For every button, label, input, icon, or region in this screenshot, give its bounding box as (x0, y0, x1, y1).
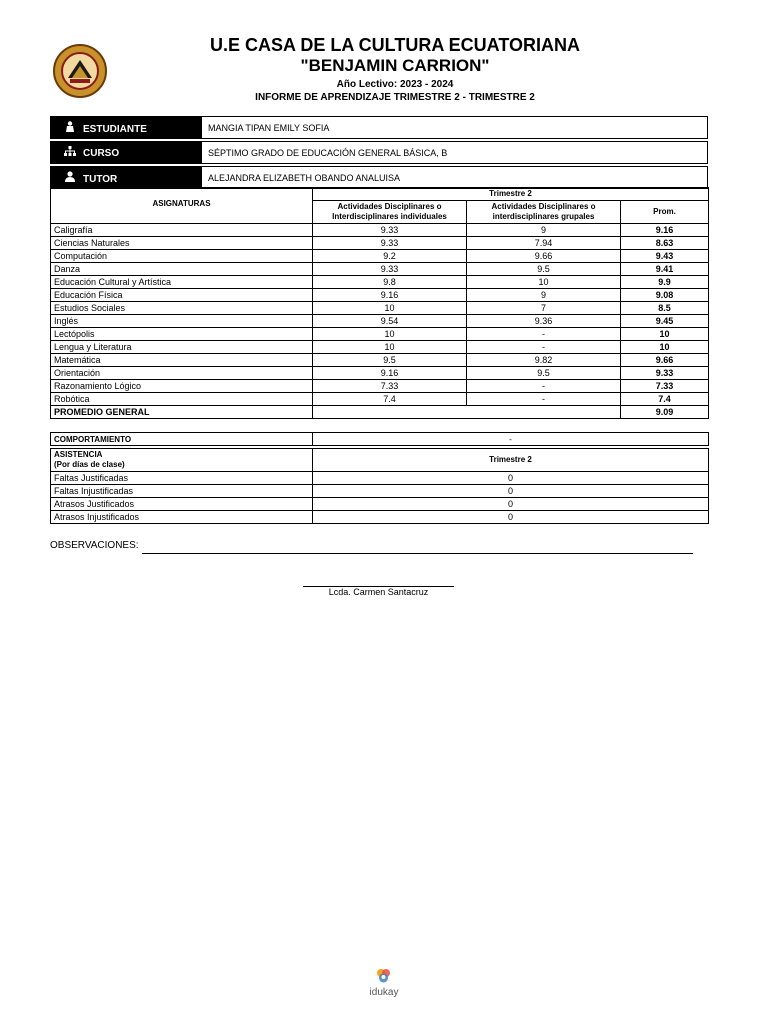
subject-average: 9.33 (621, 367, 709, 380)
subject-name: Lectópolis (51, 328, 313, 341)
behavior-table (50, 432, 709, 446)
subject-average: 8.5 (621, 302, 709, 315)
observations-line (142, 553, 693, 554)
user-icon (63, 171, 77, 185)
tutor-label: TUTOR (83, 173, 118, 185)
student-name: MANGIA TIPAN EMILY SOFIA (202, 117, 708, 139)
general-average-value: 9.09 (621, 406, 709, 419)
subject-name: Caligrafía (51, 224, 313, 237)
observations-label: OBSERVACIONES: (50, 540, 139, 551)
subject-name: Computación (51, 250, 313, 263)
subject-average: 8.63 (621, 237, 709, 250)
grade-row (51, 393, 709, 406)
attendance-table (50, 448, 709, 524)
course-row (51, 142, 708, 164)
individual-grade: 9.54 (313, 315, 467, 328)
behavior-value: - (313, 433, 709, 446)
course-label: CURSO (83, 148, 120, 159)
attendance-row (51, 498, 709, 511)
hierarchy-icon (63, 146, 77, 159)
attendance-count: 0 (313, 498, 709, 511)
grade-row (51, 263, 709, 276)
attendance-sublabel: (Por días de clase) (54, 460, 125, 469)
subject-average: 9.41 (621, 263, 709, 276)
grade-row (51, 224, 709, 237)
school-name: "BENJAMIN CARRION" (300, 56, 490, 75)
grade-row (51, 237, 709, 250)
academic-year: Año Lectivo: 2023 - 2024 (336, 79, 454, 90)
signature-name: Lcda. Carmen Santacruz (328, 587, 429, 597)
group-grade: 7.94 (467, 237, 621, 250)
person-icon (63, 121, 77, 135)
school-crest-logo (50, 44, 110, 98)
idukay-brand: idukay (369, 987, 399, 998)
group-grade: 9 (467, 289, 621, 302)
group-grade: - (467, 380, 621, 393)
individual-grade: 9.5 (313, 354, 467, 367)
subject-average: 9.43 (621, 250, 709, 263)
attendance-row (51, 472, 709, 485)
general-average-label: PROMEDIO GENERAL (51, 406, 313, 419)
group-grade: 9 (467, 224, 621, 237)
subject-name: Ciencias Naturales (51, 237, 313, 250)
group-grade: - (467, 328, 621, 341)
group-grade: - (467, 341, 621, 354)
individual-grade: 9.8 (313, 276, 467, 289)
subject-name: Inglés (51, 315, 313, 328)
student-info-table (50, 116, 708, 189)
subject-average: 9.16 (621, 224, 709, 237)
individual-grade: 7.33 (313, 380, 467, 393)
group-grade: 7 (467, 302, 621, 315)
attendance-row (51, 511, 709, 524)
group-grade: 9.82 (467, 354, 621, 367)
tutor-row (51, 167, 708, 189)
subject-average: 9.66 (621, 354, 709, 367)
grade-row (51, 289, 709, 302)
subject-average: 10 (621, 328, 709, 341)
course-name: SÉPTIMO GRADO DE EDUCACIÓN GENERAL BÁSICA, B (202, 142, 708, 164)
idukay-logo-icon (373, 967, 395, 987)
group-grade: 9.36 (467, 315, 621, 328)
subject-average: 10 (621, 341, 709, 354)
attendance-count: 0 (313, 472, 709, 485)
subject-name: Robótica (51, 393, 313, 406)
grade-row (51, 315, 709, 328)
individual-grade: 9.33 (313, 263, 467, 276)
attendance-type: Faltas Justificadas (51, 472, 313, 485)
individual-grade: 9.16 (313, 289, 467, 302)
attendance-type: Atrasos Justificados (51, 498, 313, 511)
subject-name: Orientación (51, 367, 313, 380)
student-label: ESTUDIANTE (83, 123, 147, 135)
group-grade: - (467, 393, 621, 406)
individual-grade: 9.2 (313, 250, 467, 263)
behavior-label: COMPORTAMIENTO (51, 433, 313, 446)
group-grade: 9.66 (467, 250, 621, 263)
subject-name: Educación Física (51, 289, 313, 302)
subject-name: Estudios Sociales (51, 302, 313, 315)
subject-name: Matemática (51, 354, 313, 367)
subject-name: Danza (51, 263, 313, 276)
individual-grade: 10 (313, 341, 467, 354)
subject-name: Lengua y Literatura (51, 341, 313, 354)
individual-grade: 7.4 (313, 393, 467, 406)
individual-activities-header: Actividades Disciplinares o Interdisciplinares individuales (313, 201, 467, 224)
group-grade: 9.5 (467, 263, 621, 276)
student-row (51, 117, 708, 139)
term-header: Trimestre 2 (313, 188, 709, 201)
attendance-term-header: Trimestre 2 (313, 449, 709, 472)
grade-row (51, 302, 709, 315)
grade-row (51, 380, 709, 393)
group-grade: 10 (467, 276, 621, 289)
report-title: INFORME DE APRENDIZAJE TRIMESTRE 2 - TRIMESTRE 2 (255, 92, 535, 103)
subject-average: 9.9 (621, 276, 709, 289)
subject-average: 9.45 (621, 315, 709, 328)
subject-name: Razonamiento Lógico (51, 380, 313, 393)
grades-table (50, 187, 709, 419)
grade-row (51, 341, 709, 354)
average-header: Prom. (621, 201, 709, 224)
attendance-count: 0 (313, 485, 709, 498)
attendance-row (51, 485, 709, 498)
subject-name: Educación Cultural y Artística (51, 276, 313, 289)
attendance-type: Atrasos Injustificados (51, 511, 313, 524)
individual-grade: 10 (313, 302, 467, 315)
attendance-label: ASISTENCIA (54, 450, 103, 459)
subject-average: 9.08 (621, 289, 709, 302)
subject-average: 7.33 (621, 380, 709, 393)
school-title: U.E CASA DE LA CULTURA ECUATORIANA (210, 35, 580, 55)
tutor-name: ALEJANDRA ELIZABETH OBANDO ANALUISA (202, 167, 708, 189)
grade-row (51, 354, 709, 367)
individual-grade: 10 (313, 328, 467, 341)
individual-grade: 9.33 (313, 224, 467, 237)
general-average-row (51, 406, 709, 419)
subjects-header: ASIGNATURAS (51, 188, 313, 224)
grade-row (51, 276, 709, 289)
individual-grade: 9.33 (313, 237, 467, 250)
attendance-type: Faltas Injustificadas (51, 485, 313, 498)
subject-average: 7.4 (621, 393, 709, 406)
group-grade: 9.5 (467, 367, 621, 380)
grade-row (51, 328, 709, 341)
grade-row (51, 367, 709, 380)
group-activities-header: Actividades Disciplinares o interdisciplinares grupales (467, 201, 621, 224)
grade-row (51, 250, 709, 263)
individual-grade: 9.16 (313, 367, 467, 380)
attendance-count: 0 (313, 511, 709, 524)
